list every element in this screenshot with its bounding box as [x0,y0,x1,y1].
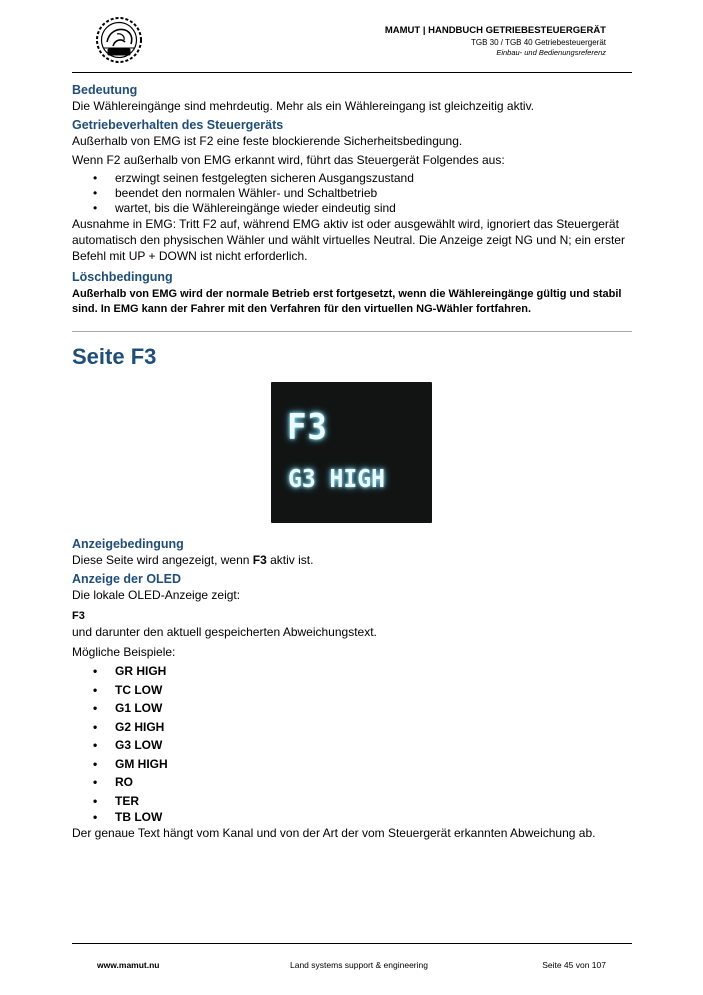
header-subtitle: TGB 30 / TGB 40 Getriebesteuergerät [470,38,606,47]
footer-divider [72,943,632,944]
oled-heading: Anzeige der OLED [72,572,182,586]
header-reference: Einbau- und Bedienungsreferenz [496,48,606,57]
header-title: MAMUT | HANDBUCH GETRIEBESTEUERGERÄT [384,25,606,36]
list-item: • TC LOW [115,681,632,700]
examples-label: Mögliche Beispiele: [72,645,176,659]
header-divider [72,72,632,73]
loesch-heading: Löschbedingung [72,270,173,284]
oled-line-1: F3 [287,407,328,448]
anzeigebedingung-heading: Anzeigebedingung [72,537,184,551]
list-item: • RO [115,773,632,792]
anzeigebedingung-text-pre: Diese Seite wird angezeigt, wenn [72,553,253,567]
list-item: • G2 HIGH [115,718,632,737]
ausnahme-text: Ausnahme in EMG: Tritt F2 auf, während EMG aktiv ist oder ausgewählt wird, ignoriert das Steuergerät automatisch den physischen Wähler und wählt virtuelles Neutral. Die Anzeige zeigt NG und N; ein erster Befehl mit UP + DOWN ist nicht erforderlich. [72,217,625,263]
verhalten-heading: Getriebeverhalten des Steuergeräts [72,118,284,132]
main-content [72,82,632,841]
mamut-logo-icon [95,16,143,64]
bedeutung-heading: Bedeutung [72,83,138,97]
oled-line-2: G3 HIGH [288,464,385,493]
footer-page-number: Seite 45 von 107 [542,960,606,970]
verhalten-paragraph-1: Außerhalb von EMG ist F2 eine feste blockierende Sicherheitsbedingung. [72,134,463,148]
closing-text: Der genaue Text hängt vom Kanal und von der Art der vom Steuergerät erkannten Abweichung ab. [72,826,596,840]
page-header [385,25,606,58]
footer-tagline: Land systems support & engineering [290,960,428,970]
list-item: • TER [115,792,632,811]
anzeigebedingung-text-post: aktiv ist. [266,553,314,567]
list-item: • GR HIGH [115,662,632,681]
list-item: • erzwingt seinen festgelegten sicheren Ausgangszustand [115,171,632,186]
footer-website-link[interactable]: www.mamut.nu [97,960,160,970]
examples-list [72,662,632,825]
bedeutung-text: Die Wählereingänge sind mehrdeutig. Mehr als ein Wählereingang ist gleichzeitig aktiv. [72,99,535,113]
oled-intro-text: Die lokale OLED-Anzeige zeigt: [72,588,241,602]
oled-code: F3 [72,610,85,622]
page-title: Seite F3 [72,344,157,369]
list-item: • wartet, bis die Wählereingänge wieder eindeutig sind [115,201,632,216]
list-item: • GM HIGH [115,755,632,774]
verhalten-bullet-list [72,171,632,216]
section-divider [72,331,632,332]
list-item: • beendet den normalen Wähler- und Schaltbetrieb [115,186,632,201]
list-item: • G1 LOW [115,699,632,718]
verhalten-paragraph-2: Wenn F2 außerhalb von EMG erkannt wird, führt das Steuergerät Folgendes aus: [72,153,505,167]
list-item: • TB LOW [115,810,632,825]
anzeigebedingung-text [72,552,632,568]
oled-below-text: und darunter den aktuell gespeicherten Abweichungstext. [72,625,377,639]
loesch-text: Außerhalb von EMG wird der normale Betrieb erst fortgesetzt, wenn die Wählereingänge gültig und stabil sind. In EMG kann der Fahrer mit den Verfahren für den virtuellen NG-Wähler fortfahren. [72,288,622,315]
oled-display-image [271,382,432,523]
list-item: • G3 LOW [115,736,632,755]
anzeigebedingung-code: F3 [252,553,267,567]
